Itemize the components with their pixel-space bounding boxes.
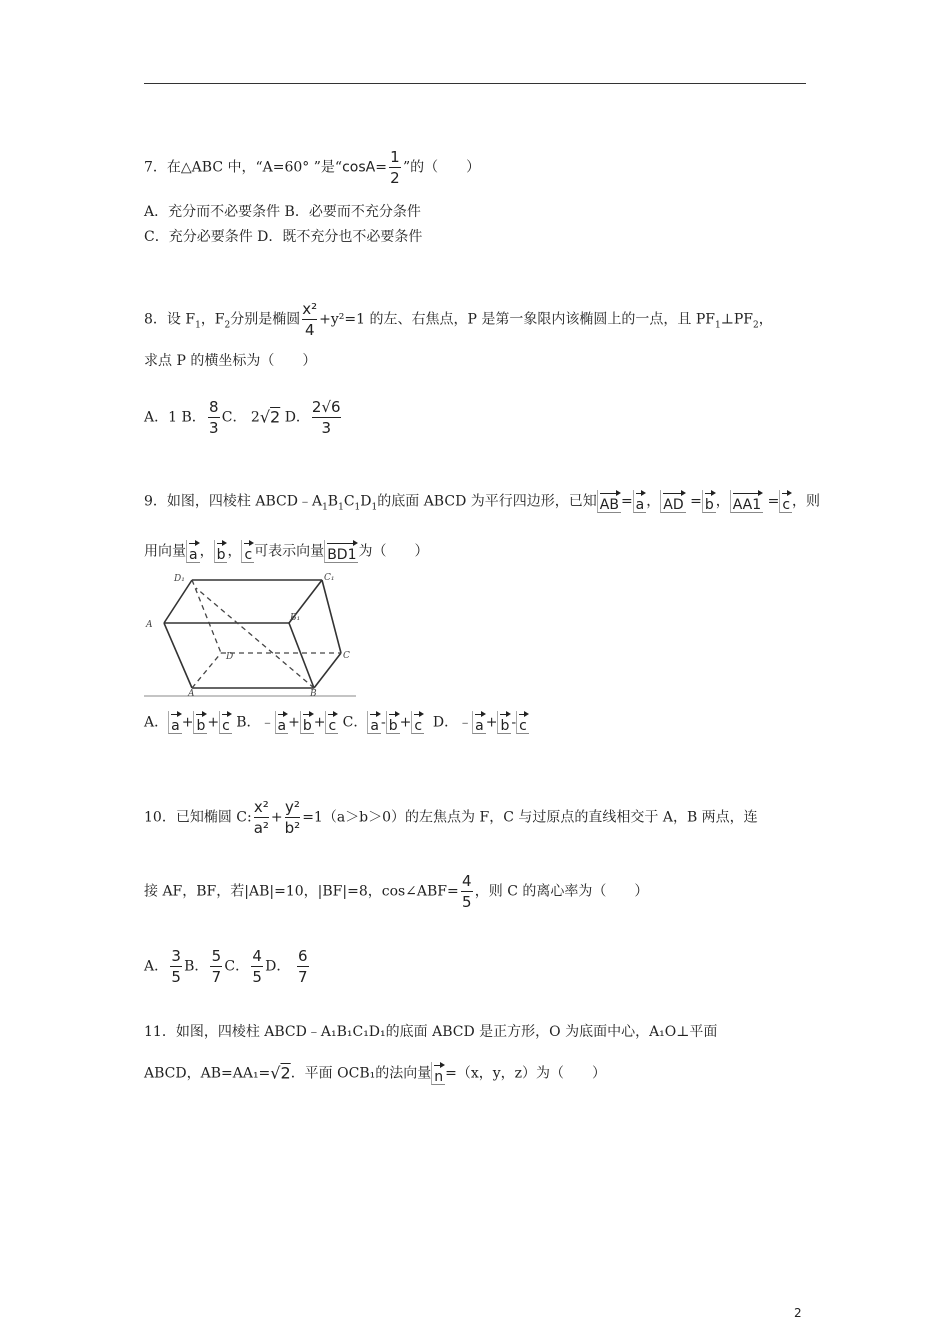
- label-c1: C₁: [324, 573, 335, 583]
- vector-bd1: BD1: [324, 540, 358, 563]
- label-b1: B₁: [290, 613, 301, 623]
- q9-line2: 用向量 a ， b ， c 可表示向量 BD1 为（ ）: [144, 540, 428, 563]
- q8-line2: 求点 P 的横坐标为（ ）: [144, 353, 317, 369]
- q10-line2: 接 AF，BF，若|AB|=10，|BF|=8，cos∠ABF= $\frac{4}{5}$ ，则 C 的离心率为（ ）: [144, 872, 649, 911]
- q10-stem: 10．已知椭圆 C: $\frac{\text{x²}}{\text{a²}}$ + $\frac{\text{y²}}{\text{b²}}$ =1（a＞b＞0）的左焦点为 F，C 与过原点的直线相交于 A，B 两点，连: [144, 798, 758, 837]
- label-c: C: [343, 651, 350, 661]
- vector-ab: AB: [597, 490, 621, 513]
- label-a1: A: [146, 620, 153, 630]
- label-d1: D₁: [174, 574, 185, 584]
- q9-options: A． a + b + c B．﹣ a + b + c C． a - b + c D．﹣ a + b - c: [144, 711, 529, 734]
- page-number: 2: [794, 1306, 802, 1320]
- q8-options: A．1 B． $\frac{8}{3}$ C． 2√2 D． $\frac{2√6}{3}$: [144, 398, 341, 437]
- vector-aa1: AA1: [730, 490, 763, 513]
- q9-stem: 9．如图，四棱柱 $ABCD﹣A_1B_1C_1D_1$的底面 ABCD 为平行四边形，已知 AB = a ， AD = b ， AA1 = c ，则: [144, 490, 820, 517]
- q11-line1: 11．如图，四棱柱 ABCD﹣A₁B₁C₁D₁的底面 ABCD 是正方形，O 为底面中心，A₁O⊥平面: [144, 1024, 718, 1040]
- label-b: B: [310, 689, 317, 698]
- q7-options-1: A．充分而不必要条件 B．必要而不充分条件: [144, 204, 421, 220]
- label-a: A: [188, 689, 195, 698]
- q8-fraction: $\frac{\text{x²}}{4}$: [302, 300, 318, 339]
- q11-line2: ABCD，AB=AA₁=√2．平面 OCB₁的法向量 n =（x，y，z）为（ ）: [144, 1063, 607, 1085]
- q8-stem: 8．设 $F_1$，$F_2$分别是椭圆 $\frac{\text{x²}}{4}$ +y²=1 的左、右焦点，P 是第一象限内该椭圆上的一点，且 $PF_1\perp PF_2$，: [144, 300, 773, 339]
- header-rule: [144, 83, 806, 84]
- prism-figure: [144, 570, 356, 698]
- vector-ad: AD: [660, 490, 685, 513]
- q7-stem: 7．在△ABC 中，“A=60° ”是“cosA= $\frac{1}{2}$ ”的（ ）: [144, 148, 481, 187]
- q7-fraction: $\frac{1}{2}$: [390, 148, 400, 187]
- q10-options: A． $\frac{3}{5}$ B． $\frac{5}{7}$ C． $\frac{4}{5}$ D． $\frac{6}{7}$: [144, 947, 308, 986]
- q7-options-2: C．充分必要条件 D．既不充分也不必要条件: [144, 229, 423, 245]
- label-d: D: [226, 652, 234, 662]
- normal-vector-n: n: [431, 1062, 445, 1085]
